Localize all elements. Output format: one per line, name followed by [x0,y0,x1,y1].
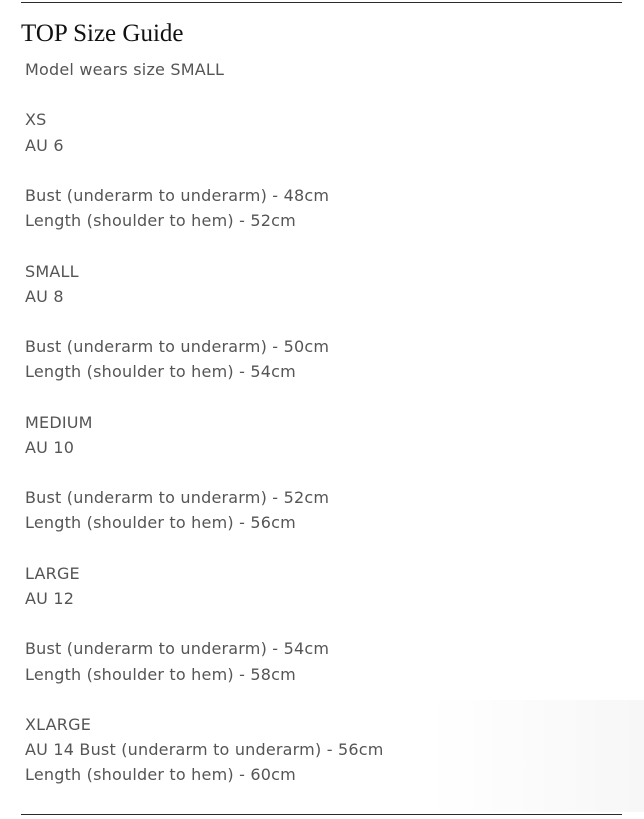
size-au: AU 6 [25,135,64,155]
size-name: MEDIUM [25,412,93,432]
size-bust: Bust (underarm to underarm) - 54cm [25,639,330,659]
size-block-xlarge [25,712,622,788]
size-guide-content [25,57,622,787]
size-bust: Bust (underarm to underarm) - 52cm [25,488,330,508]
size-name: LARGE [25,563,80,583]
size-block-medium [25,410,622,561]
size-length: Length (shoulder to hem) - 52cm [25,211,296,231]
size-au: AU 10 [25,437,75,457]
top-divider [21,2,622,3]
size-au: AU 8 [25,286,64,306]
size-name: XLARGE [25,714,92,734]
size-length: Length (shoulder to hem) - 58cm [25,664,296,684]
size-length: Length (shoulder to hem) - 54cm [25,362,296,382]
size-au-bust: AU 14 Bust (underarm to underarm) - 56cm [25,740,384,760]
size-name: SMALL [25,261,79,281]
bottom-divider [21,814,622,815]
size-name: XS [25,110,47,130]
size-block-small [25,259,622,410]
size-block-xs [25,107,622,258]
size-bust: Bust (underarm to underarm) - 50cm [25,337,330,357]
page-title: TOP Size Guide [21,20,184,47]
size-length: Length (shoulder to hem) - 60cm [25,765,296,785]
model-note: Model wears size SMALL [25,60,225,79]
size-au: AU 12 [25,588,75,608]
size-bust: Bust (underarm to underarm) - 48cm [25,185,330,205]
size-block-large [25,561,622,712]
size-length: Length (shoulder to hem) - 56cm [25,513,296,533]
